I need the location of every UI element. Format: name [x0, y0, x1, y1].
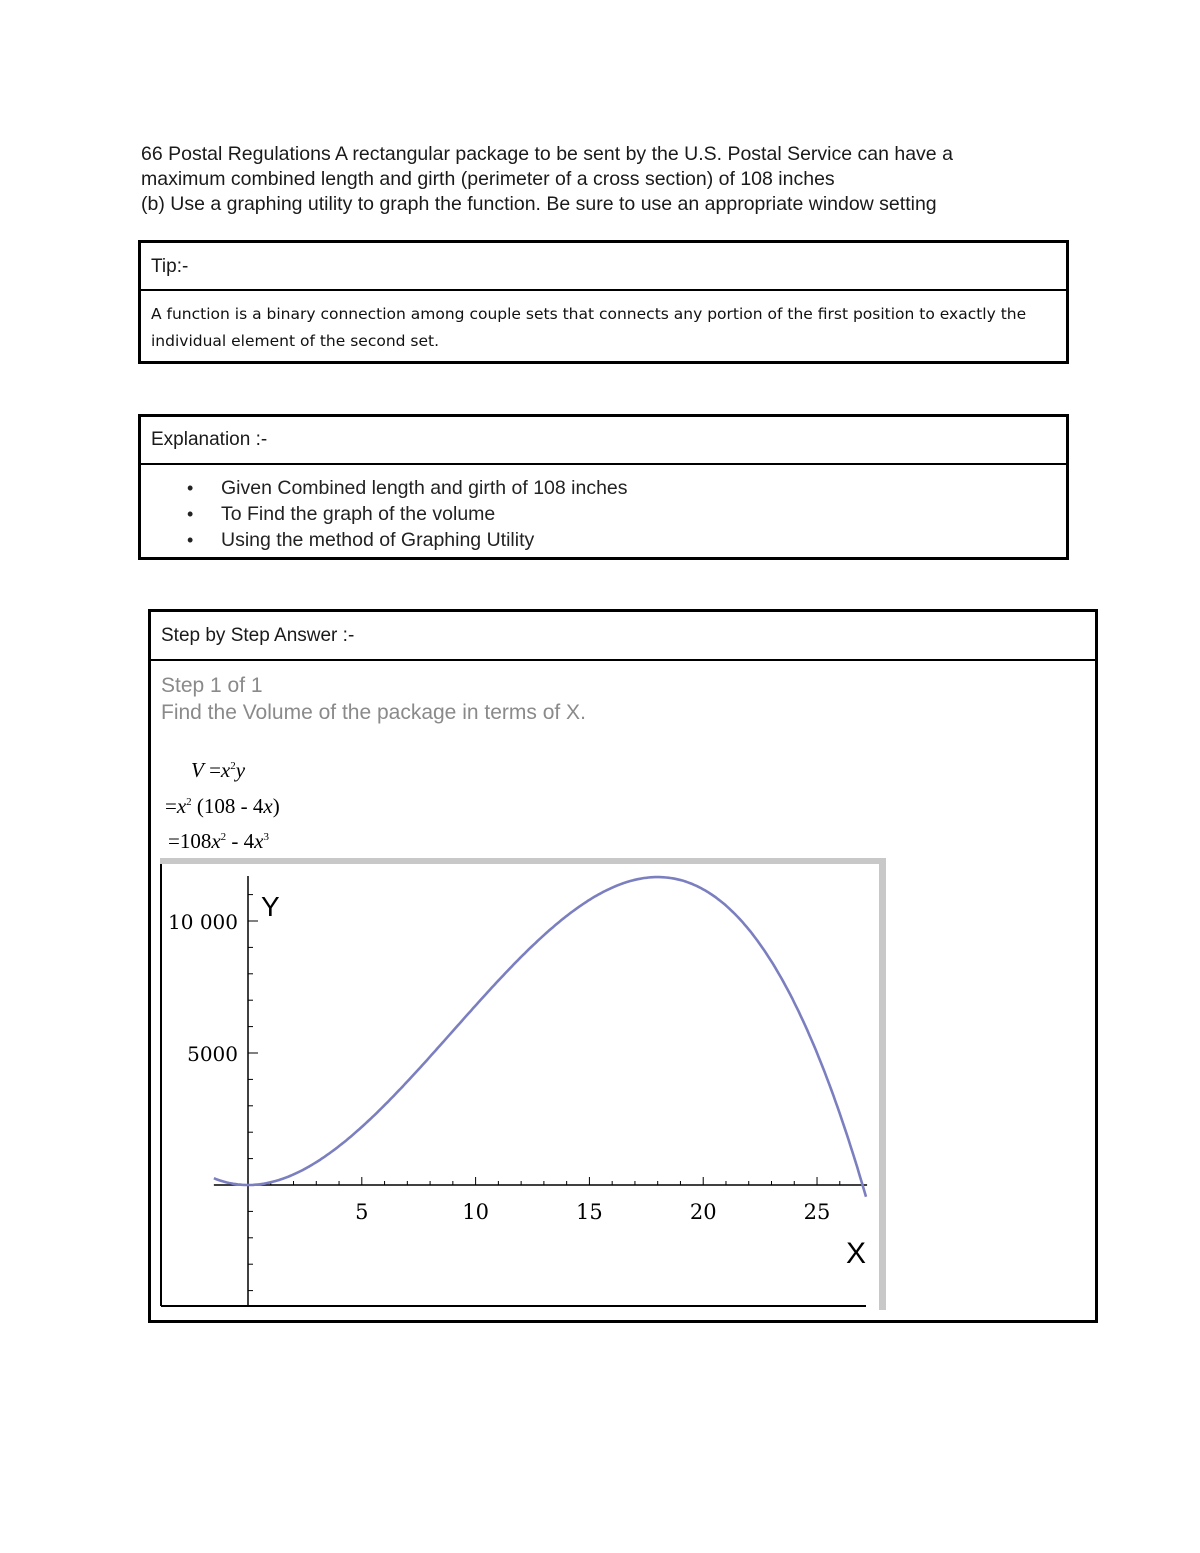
eq-close: )	[272, 794, 280, 818]
data-point	[429, 1056, 431, 1058]
bullet-icon: •	[187, 530, 194, 550]
step-title: Step 1 of 1	[161, 674, 263, 697]
volume-curve	[214, 877, 866, 1197]
eq-exponent: 2	[186, 796, 192, 808]
eq-equals: =	[203, 758, 221, 782]
tip-text: A function is a binary connection among couple sets that connects any portion of the first position to exactly the individual element of the second set.	[151, 305, 1027, 350]
x-axis-label: X	[846, 1237, 867, 1270]
problem-statement	[141, 142, 1101, 217]
bullet-icon: •	[187, 478, 194, 498]
equation-volume	[191, 758, 245, 783]
list-item-text: To Find the graph of the volume	[221, 503, 496, 525]
eq-mid: - 4	[226, 829, 255, 853]
x-tick-label: 10	[462, 1200, 489, 1224]
chart-svg	[160, 864, 873, 1310]
eq-base: x	[176, 794, 187, 818]
eq-base: x	[220, 758, 231, 782]
tip-title: Tip:-	[141, 243, 1066, 291]
eq-exponent: 2	[230, 760, 236, 772]
problem-line-3: (b) Use a graphing utility to graph the function. Be sure to use an appropriate window setting	[141, 193, 937, 215]
answer-title: Step by Step Answer :-	[151, 612, 1095, 661]
tip-box	[138, 240, 1069, 364]
eq-exponent: 2	[220, 831, 227, 843]
explanation-box	[138, 414, 1069, 560]
x-tick-label: 15	[576, 1200, 603, 1224]
list-item	[141, 501, 1066, 527]
data-point	[839, 1113, 841, 1115]
data-point	[475, 1005, 477, 1007]
data-point	[793, 1002, 795, 1004]
data-point	[566, 915, 568, 917]
step-description: Find the Volume of the package in terms of X.	[161, 701, 586, 724]
answer-box	[148, 609, 1098, 1323]
y-axis-label: Y	[261, 891, 280, 922]
x-tick-label: 25	[803, 1200, 831, 1224]
x-tick-label: 20	[689, 1200, 717, 1224]
data-point	[224, 1181, 226, 1183]
y-tick-label: 5000	[187, 1042, 238, 1066]
eq-lhs: V	[191, 758, 204, 782]
data-point	[520, 956, 522, 958]
eq-tail: y	[235, 758, 246, 782]
explanation-list	[141, 465, 1066, 553]
list-item	[141, 527, 1066, 553]
data-point	[862, 1184, 864, 1186]
list-item-text: Using the method of Graphing Utility	[221, 529, 535, 551]
eq-base: x	[211, 829, 221, 853]
problem-line-2: maximum combined length and girth (perimeter of a cross section) of 108 inches	[141, 168, 835, 190]
eq-tail: (108 - 4	[191, 794, 264, 818]
eq-base-2: x	[254, 829, 264, 853]
data-point	[338, 1145, 340, 1147]
y-tick-label: 10 000	[168, 910, 238, 934]
data-point	[293, 1174, 295, 1176]
eq-equals: =	[165, 794, 177, 818]
data-point	[611, 887, 613, 889]
data-point	[384, 1104, 386, 1106]
bullet-icon: •	[187, 504, 194, 524]
equation-substituted	[165, 794, 280, 819]
equation-expanded	[168, 829, 269, 854]
data-point	[657, 876, 659, 878]
explanation-title: Explanation :-	[141, 417, 1066, 465]
problem-line-1: 66 Postal Regulations A rectangular package to be sent by the U.S. Postal Service can have a	[141, 143, 953, 165]
data-point	[748, 929, 750, 931]
volume-graph	[160, 858, 886, 1310]
eq-exponent-2: 3	[263, 831, 269, 843]
eq-var: x	[263, 794, 273, 818]
eq-coeff: =108	[168, 829, 212, 853]
x-tick-label: 5	[355, 1200, 369, 1224]
list-item	[141, 475, 1066, 501]
list-item-text: Given Combined length and girth of 108 inches	[221, 477, 628, 499]
data-point	[702, 889, 704, 891]
data-point	[247, 1184, 249, 1186]
